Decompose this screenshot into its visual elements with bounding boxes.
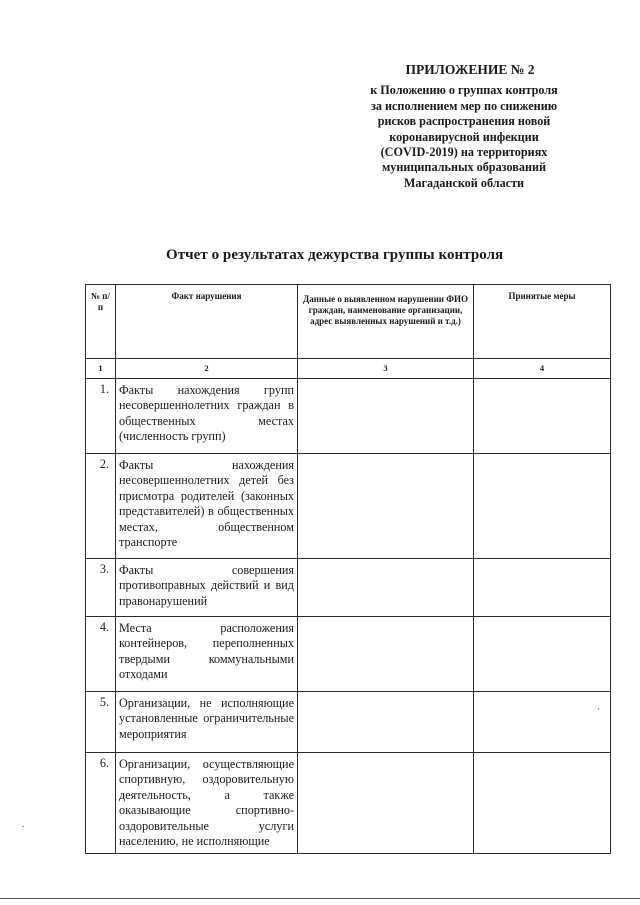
- row-measures-cell: [474, 617, 611, 692]
- row-number: 3.: [86, 559, 116, 617]
- appendix-heading: ПРИЛОЖЕНИЕ № 2: [405, 62, 535, 77]
- appendix-line: коронавирусной инфекции: [389, 129, 539, 144]
- row-fact-text: Организации, осуществляющие спортивную, оздоровительную деятельность, а также оказывающие спортивно-оздоровительные услуги населению, не исполняющие: [119, 757, 294, 849]
- appendix-line: к Положению о группах контроля: [370, 83, 558, 98]
- row-measures-cell: [474, 454, 611, 559]
- header-data: Данные о выявленном нарушении ФИО граждан, наименование организации, адрес выявленных нарушений и т.д.): [298, 285, 474, 359]
- row-fact: [116, 753, 298, 854]
- appendix-line: Магаданской области: [403, 175, 525, 190]
- report-title: Отчет о результатах дежурства группы контроля: [166, 247, 504, 263]
- table-row: [86, 559, 611, 617]
- table-row: [86, 379, 611, 454]
- table-row: [86, 454, 611, 559]
- row-number: 4.: [86, 617, 116, 692]
- row-data-cell: [298, 559, 474, 617]
- header-number: № п/п: [86, 285, 116, 359]
- scan-mark: [598, 708, 599, 710]
- row-fact: Факты нахождения групп несовершеннолетних граждан в общественных местах (численность групп): [116, 379, 298, 454]
- table-row: [86, 692, 611, 753]
- column-number: 3: [298, 359, 474, 379]
- appendix-line: муниципальных образований: [381, 160, 547, 175]
- row-fact: Факты совершения противоправных действий и вид правонарушений: [116, 559, 298, 617]
- row-fact: Организации, не исполняющие установленные ограничительные мероприятия: [116, 692, 298, 753]
- scan-mark: [22, 826, 24, 827]
- row-number: 5.: [86, 692, 116, 753]
- row-measures-cell: [474, 559, 611, 617]
- row-number: 6.: [86, 753, 116, 854]
- row-data-cell: [298, 454, 474, 559]
- table-row: [86, 617, 611, 692]
- appendix-line: (COVID-2019) на территориях: [380, 145, 548, 160]
- appendix-line: за исполнением мер по снижению: [370, 98, 558, 113]
- appendix-header: [348, 62, 580, 191]
- appendix-line: рисков распространения новой: [377, 114, 551, 129]
- row-measures-cell: [474, 753, 611, 854]
- column-number: 1: [86, 359, 116, 379]
- row-measures-cell: [474, 692, 611, 753]
- column-number: 4: [474, 359, 611, 379]
- row-measures-cell: [474, 379, 611, 454]
- row-data-cell: [298, 379, 474, 454]
- column-number-row: [86, 359, 611, 379]
- row-data-cell: [298, 617, 474, 692]
- table-row: [86, 753, 611, 854]
- column-number: 2: [116, 359, 298, 379]
- row-number: 2.: [86, 454, 116, 559]
- row-fact: Факты нахождения несовершеннолетних детей без присмотра родителей (законных представителей) в общественных местах, общественном транспорте: [116, 454, 298, 559]
- header-fact: Факт нарушения: [116, 285, 298, 359]
- page-bottom-edge: [0, 898, 640, 899]
- table-header-row: [86, 285, 611, 359]
- row-data-cell: [298, 692, 474, 753]
- header-measures: Принятые меры: [474, 285, 611, 359]
- row-fact: Места расположения контейнеров, переполненных твердыми коммунальными отходами: [116, 617, 298, 692]
- report-table: [85, 284, 611, 854]
- row-number: 1.: [86, 379, 116, 454]
- row-data-cell: [298, 753, 474, 854]
